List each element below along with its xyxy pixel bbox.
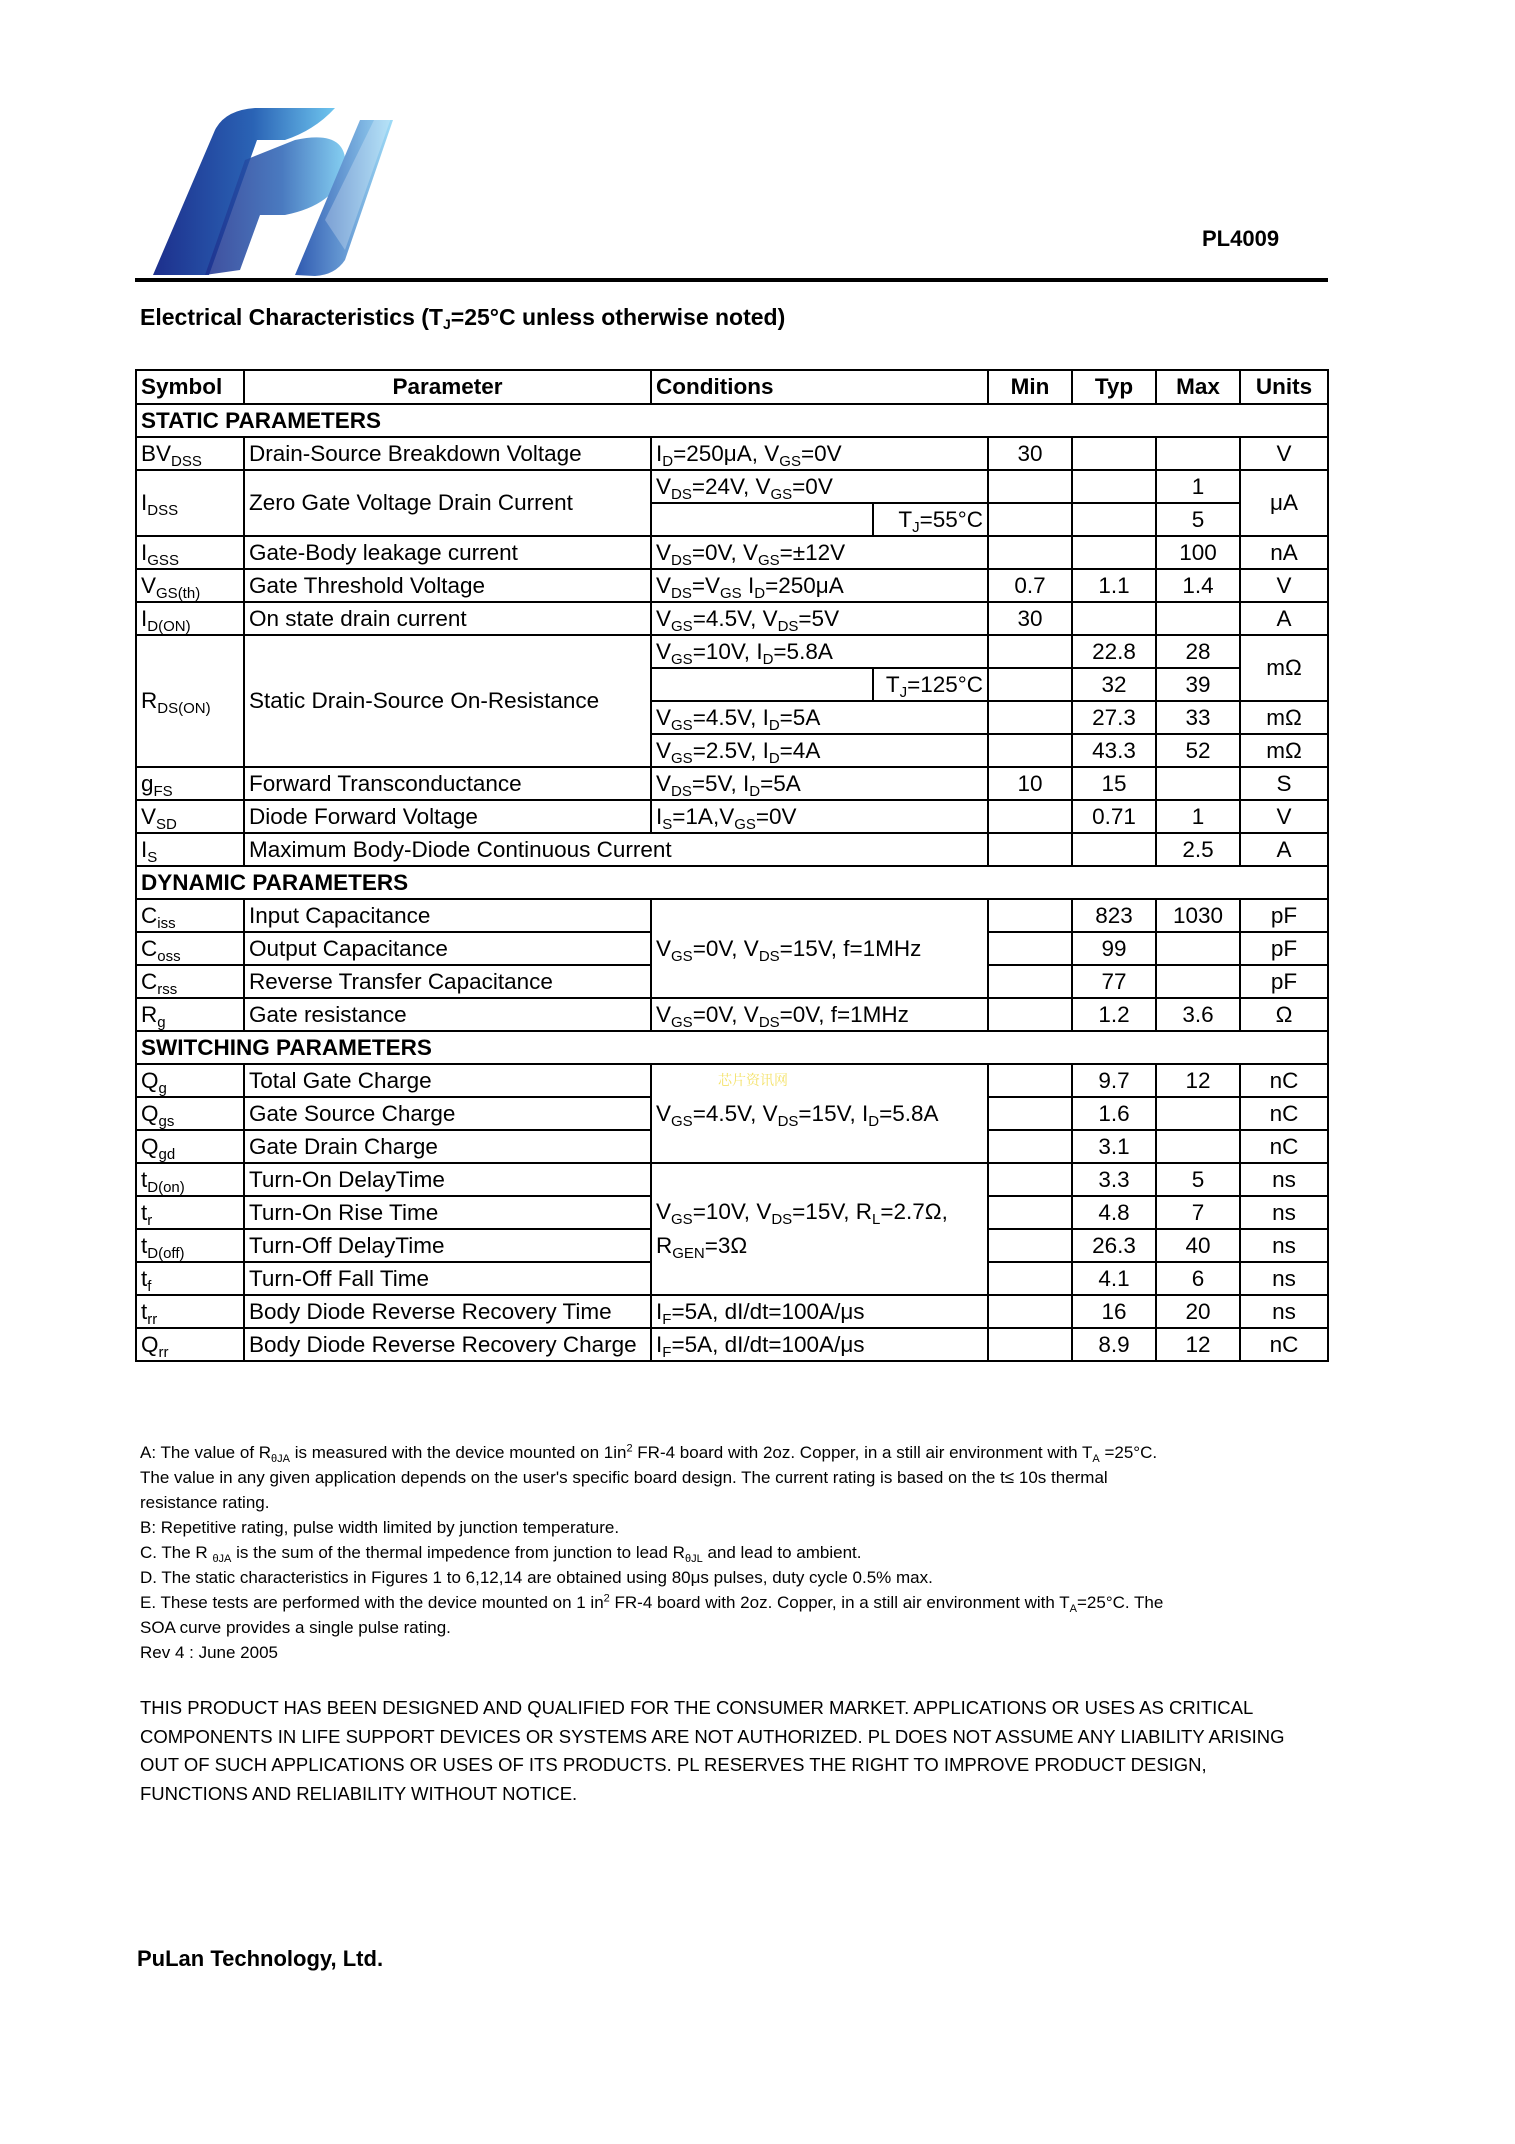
- table-row: $C_{rss}$ Reverse Transfer Capacitance 77 pF: [136, 965, 1328, 998]
- table-row: $V_{GS}=4.5V$, $I_D=5A$ 27.3 33 mΩ: [136, 701, 1328, 734]
- header-max: Max: [1156, 370, 1240, 404]
- section-title: Electrical Characteristics ($T_J=25^\circ C$ unless otherwise noted): [140, 304, 786, 332]
- table-row: $t_{D(on)}$ Turn-On DelayTime $V_{GS}=10V$, $V_{DS}=15V$, $R_L=2.7\Omega$, $R_{GEN}=3\Omega$ 3.3 5 ns: [136, 1163, 1328, 1196]
- table-row: $t_f$ Turn-Off Fall Time 4.1 6 ns: [136, 1262, 1328, 1295]
- section-dynamic: DYNAMIC PARAMETERS: [136, 866, 1328, 899]
- table-row: $R_{DS(ON)}$ Static Drain-Source On-Resistance $V_{GS}=10V$, $I_D=5.8A$ 22.8 28 mΩ: [136, 635, 1328, 668]
- section-switching: SWITCHING PARAMETERS: [136, 1031, 1328, 1064]
- part-number: PL4009: [1202, 226, 1280, 251]
- table-row: $Q_{gs}$ Gate Source Charge 1.6 nC: [136, 1097, 1328, 1130]
- header-divider: [135, 278, 1328, 282]
- table-row: $I_{D(ON)}$ On state drain current $V_{GS}=4.5V$, $V_{DS}=5V$ 30 A: [136, 602, 1328, 635]
- table-row: $V_{GS}=2.5V$, $I_D=4A$ 43.3 52 mΩ: [136, 734, 1328, 767]
- header-min: Min: [988, 370, 1072, 404]
- note-a: A: The value of $R_{\theta JA}$ is measured with the device mounted on $1in^2$ FR-4 board with 2oz. Copper, in a still air environment with $T_A =25^\circ C$. The value in any given application depends on the user's specific board design. The current rating is based on the t≤ 10s thermal resistance rating.: [140, 1442, 1158, 1512]
- header-parameter: Parameter: [244, 370, 651, 404]
- table-row: $g_{FS}$ Forward Transconductance $V_{DS}=5V$, $I_D=5A$ 10 15 S: [136, 767, 1328, 800]
- table-row: $t_r$ Turn-On Rise Time 4.8 7 ns: [136, 1196, 1328, 1229]
- revision: Rev 4 : June 2005: [140, 1643, 278, 1662]
- note-b: B: Repetitive rating, pulse width limited by junction temperature.: [140, 1518, 620, 1537]
- table-row: $T_J=125^\circ C$ 32 39: [136, 668, 1328, 701]
- table-row: $R_g$ Gate resistance $V_{GS}=0V$, $V_{DS}=0V$, f=1MHz 1.2 3.6 Ω: [136, 998, 1328, 1031]
- table-row: $I_{GSS}$ Gate-Body leakage current $V_{DS}=0V$, $V_{GS}=\pm 12V$ 100 nA: [136, 536, 1328, 569]
- header-units: Units: [1240, 370, 1328, 404]
- table-row: $I_S$ Maximum Body-Diode Continuous Current 2.5 A: [136, 833, 1328, 866]
- section-static: STATIC PARAMETERS: [136, 404, 1328, 437]
- header-typ: Typ: [1072, 370, 1156, 404]
- table-row: $T_J=55^\circ C$ 5: [136, 503, 1328, 536]
- table-row: $t_{D(off)}$ Turn-Off DelayTime 26.3 40 ns: [136, 1229, 1328, 1262]
- table-row: $t_{rr}$ Body Diode Reverse Recovery Time $I_F=5A$, dI/dt=100A/μs 16 20 ns: [136, 1295, 1328, 1328]
- footnotes: [140, 1440, 1330, 1665]
- table-header-row: [136, 370, 1328, 404]
- header-symbol: Symbol: [136, 370, 244, 404]
- table-row: $C_{oss}$ Output Capacitance 99 pF: [136, 932, 1328, 965]
- header-conditions: Conditions: [651, 370, 988, 404]
- company-logo: [145, 100, 393, 280]
- watermark: 芯片资讯网: [718, 1072, 788, 1088]
- table-row: $C_{iss}$ Input Capacitance $V_{GS}=0V$, $V_{DS}=15V$, f=1MHz 823 1030 pF: [136, 899, 1328, 932]
- table-row: $Q_{rr}$ Body Diode Reverse Recovery Charge $I_F=5A$, dI/dt=100A/μs 8.9 12 nC: [136, 1328, 1328, 1361]
- note-c: C. The R $_{\theta JA}$ is the sum of the thermal impedence from junction to lead $R_{\theta JL}$ and lead to ambient.: [140, 1543, 862, 1565]
- note-e: E. These tests are performed with the device mounted on 1 $in^2$ FR-4 board with 2oz. Copper, in a still air environment with $T_A=25^\circ C$. The SOA curve provides a single pulse rating.: [140, 1592, 1164, 1637]
- table-row: $I_{DSS}$ Zero Gate Voltage Drain Current $V_{DS}=24V$, $V_{GS}=0V$ 1 μA: [136, 470, 1328, 503]
- table-row: $V_{SD}$ Diode Forward Voltage $I_S=1A,V_{GS}=0V$ 0.71 1 V: [136, 800, 1328, 833]
- table-row: $BV_{DSS}$ Drain-Source Breakdown Voltage $I_D=250\mu A$, $V_{GS}=0V$ 30 V: [136, 437, 1328, 470]
- table-row: $Q_g$ Total Gate Charge $V_{GS}=4.5V$, $V_{DS}=15V$, $I_D=5.8A$ 9.7 12 nC: [136, 1064, 1328, 1097]
- electrical-characteristics-table: [135, 369, 1329, 1362]
- note-d: D. The static characteristics in Figures 1 to 6,12,14 are obtained using 80μs pulses, duty cycle 0.5% max.: [140, 1568, 933, 1587]
- disclaimer: THIS PRODUCT HAS BEEN DESIGNED AND QUALIFIED FOR THE CONSUMER MARKET. APPLICATIONS OR USES AS CRITICAL COMPONENTS IN LIFE SUPPORT DEVICES OR SYSTEMS ARE NOT AUTHORIZED. PL DOES NOT ASSUME ANY LIABILITY ARISING OUT OF SUCH APPLICATIONS OR USES OF ITS PRODUCTS. PL RESERVES THE RIGHT TO IMPROVE PRODUCT DESIGN, FUNCTIONS AND RELIABILITY WITHOUT NOTICE.: [140, 1697, 1285, 1804]
- table-row: $Q_{gd}$ Gate Drain Charge 3.1 nC: [136, 1130, 1328, 1163]
- company-name: PuLan Technology, Ltd.: [137, 1946, 384, 1971]
- table-row: $V_{GS(th)}$ Gate Threshold Voltage $V_{DS}=V_{GS}$ $I_D=250\mu A$ 0.7 1.1 1.4 V: [136, 569, 1328, 602]
